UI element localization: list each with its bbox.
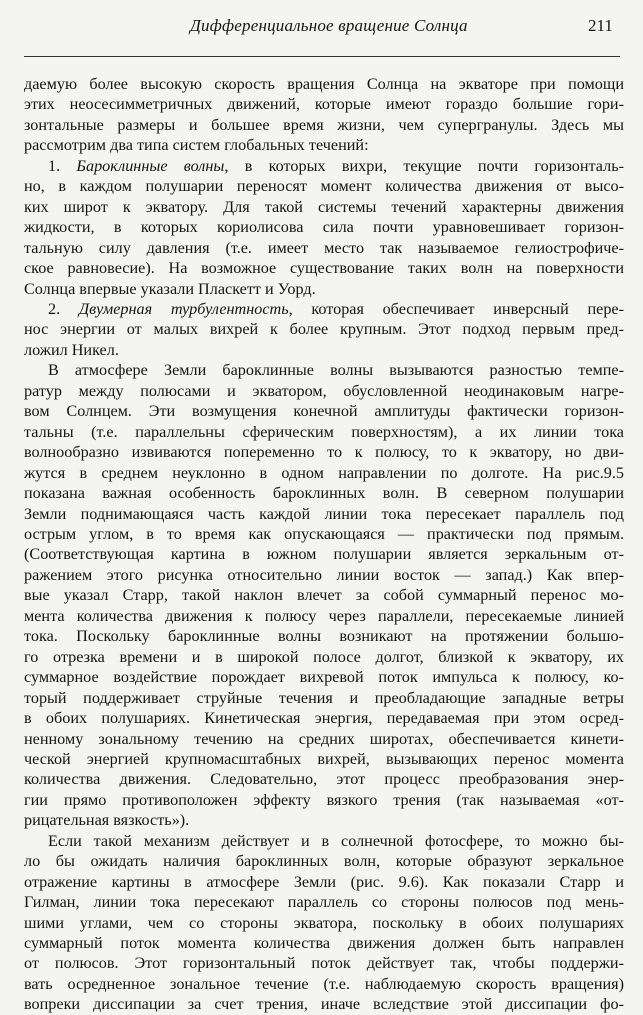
running-header: [0, 12, 643, 42]
text-line: [24, 156, 624, 176]
text-line: суммарный поток момента количества движения должен быть направлен: [24, 934, 624, 953]
page-number: 211: [588, 16, 613, 35]
text-line: острым углом, в то время как опускающаяся — практически под прямым.: [24, 524, 624, 543]
text-line: го отрезка времени и в широкой полосе долгот, близкой к экватору, их: [24, 647, 624, 666]
text-line: зонтальные размеры и большее время жизни, чем супергранулы. Здесь мы: [24, 115, 624, 134]
text-line: ло бы ожидать наличия бароклинных волн, которые образуют зеркальное: [24, 852, 624, 871]
text-line: от полюсов. Этот горизонтальный поток действует так, чтобы поддержи-: [24, 954, 624, 973]
item-number: 2.: [48, 299, 61, 318]
text-line: ское равновесие). На возможное существование таких волн на поверхности: [24, 259, 624, 278]
text-line: вые указал Старр, такой наклон влечет за собой суммарный перенос мо-: [24, 586, 624, 605]
body-text: [24, 74, 624, 1015]
text-line: рицательная вязкость»).: [24, 811, 190, 830]
item-text: , которая обеспечивает инверсный пере-: [288, 299, 624, 318]
text-line: Если такой механизм действует и в солнечной фотосфере, то можно бы-: [48, 831, 624, 850]
text-line: Солнца впервые указали Пласкетт и Уорд.: [24, 279, 316, 298]
item-term: Двумерная турбулентность: [78, 299, 289, 318]
text-line: но, в каждом полушарии переносят момент количества движения от высо-: [24, 177, 624, 196]
text-line: суммарное воздействие порождает вихревой поток импульса к полюсу, ко-: [24, 668, 624, 687]
text-line: мента количества движения к полюсу через параллели, пересекаемые линией: [24, 606, 624, 625]
text-line: жутся в среднем неуклонно в одном направлении по долготе. На рис.9.5: [24, 463, 624, 482]
text-line: Гилман, линии тока пересекают параллель со стороны полюсов под мень-: [24, 893, 624, 912]
running-title: Дифференциальное вращение Солнца: [190, 16, 468, 35]
text-line: волнообразно извиваются попеременно то к полюсу, то к экватору, но дви-: [24, 443, 624, 462]
text-line: этих неосесимметричных движений, которые имеют гораздо большие гори-: [24, 95, 624, 114]
text-line: показана важная особенность бароклинных волн. В северном полушарии: [24, 484, 624, 503]
text-line: рассмотрим два типа систем глобальных течений:: [24, 136, 369, 155]
item-number: 1.: [48, 156, 61, 175]
text-line: нос энергии от малых вихрей к более крупным. Этот подход первым пред-: [24, 320, 624, 339]
text-line: количества движения. Следовательно, этот процесс преобразования энер-: [24, 770, 624, 789]
item-text: , в которых вихри, текущие почти горизонталь-: [224, 156, 624, 175]
text-line: в обоих полушариях. Кинетическая энергия, передаваемая при этом осред-: [24, 709, 624, 728]
text-line: В атмосфере Земли бароклинные волны вызываются разностью темпе-: [48, 361, 624, 380]
text-line: гии прямо противоположен эффекту вязкого трения (так называемая «от-: [24, 790, 624, 809]
text-line: даемую более высокую скорость вращения Солнца на экваторе при помощи: [24, 75, 624, 93]
header-rule: [24, 56, 620, 57]
text-line: [24, 299, 624, 319]
text-line: ческой энергией крупномасштабных вихрей, вызывающих перенос момента: [24, 749, 624, 768]
paragraph: [24, 831, 624, 1015]
paragraph: [24, 360, 624, 830]
text-line: тальную силу давления (т.е. имеет место так называемое гелиострофиче-: [24, 238, 624, 257]
text-line: ложил Никел.: [24, 340, 119, 359]
text-line: ких широт к экватору. Для такой системы течений характерны движения: [24, 197, 624, 216]
text-line: тальны (т.е. параллельны сферическим поверхностям), а их линии тока: [24, 422, 624, 441]
text-line: тока. Поскольку бароклинные волны возникают на протяжении большо-: [24, 627, 624, 646]
text-line: (Соответствующая картина в южном полушарии является зеркальным от-: [24, 545, 624, 564]
text-line: отражение картины в атмосфере Земли (рис. 9.6). Как показали Старр и: [24, 872, 624, 891]
text-line: ратур между полюсами и экватором, обусловленной неодинаковым нагре-: [24, 381, 624, 400]
text-line: Земли поднимающаяся часть каждой линии тока пересекает параллель под: [24, 504, 624, 523]
text-line: вопреки диссипации за счет трения, иначе вследствие этой диссипации фо-: [24, 995, 624, 1014]
text-line: ненному зональному течению на средних широтах, обеспечивается кинети-: [24, 729, 624, 748]
text-line: вом Солнцем. Эти возмущения конечной амплитуды фактически горизон-: [24, 402, 624, 421]
text-line: шими углами, чем со стороны экватора, поскольку в обоих полушариях: [24, 913, 624, 932]
item-term: Бароклинные волны: [76, 156, 225, 175]
paragraph: [24, 74, 624, 156]
text-line: жидкости, в которых кориолисова сила почти уравновешивает горизон-: [24, 218, 624, 237]
list-item-2d-turbulence: [24, 299, 624, 360]
text-line: торый поддерживает струйные течения и преобладающие западные ветры: [24, 688, 624, 707]
text-line: ражением этого рисунка относительно линии восток — запад.) Как впер-: [24, 565, 624, 584]
list-item-baroclinic-waves: [24, 156, 624, 299]
text-line: вать осредненное зональное течение (т.е. наблюдаемую скорость вращения): [24, 974, 624, 993]
